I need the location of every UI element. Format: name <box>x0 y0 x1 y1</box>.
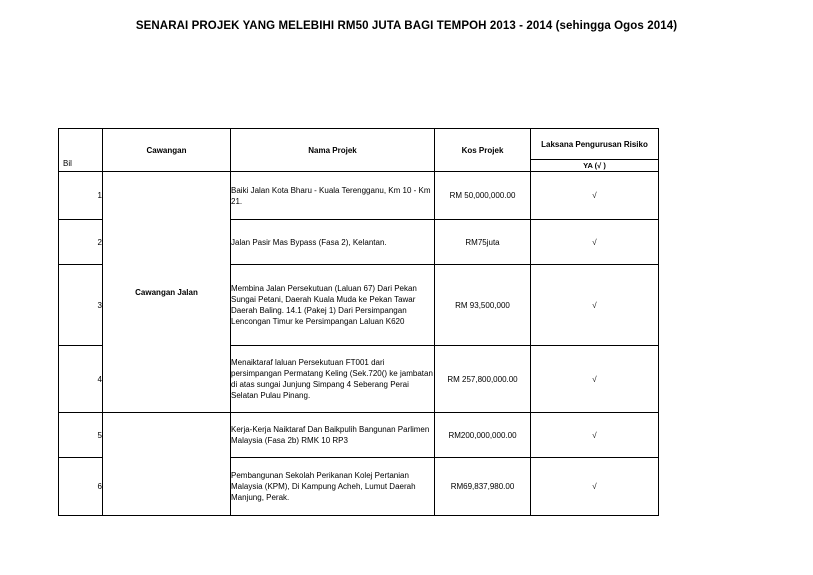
row-bil: 2 <box>59 220 103 265</box>
header-nama-projek: Nama Projek <box>231 129 435 172</box>
row-risk-check: √ <box>531 346 659 413</box>
row-risk-check: √ <box>531 172 659 220</box>
row-project-cost: RM 50,000,000.00 <box>435 172 531 220</box>
row-risk-check: √ <box>531 413 659 458</box>
branch-cell-empty <box>103 413 231 516</box>
row-risk-check: √ <box>531 458 659 516</box>
row-project-cost: RM200,000,000.00 <box>435 413 531 458</box>
table-row <box>59 413 659 458</box>
row-bil: 5 <box>59 413 103 458</box>
row-project-cost: RM 257,800,000.00 <box>435 346 531 413</box>
row-risk-check: √ <box>531 220 659 265</box>
header-cawangan: Cawangan <box>103 129 231 172</box>
header-ya-tick: YA (√ ) <box>531 160 659 172</box>
projects-table <box>58 128 659 516</box>
row-project-name: Menaiktaraf laluan Persekutuan FT001 dari persimpangan Permatang Keling (Sek.720() ke jambatan di atas sungai Junjung Simpang 4 Seberang Perai Selatan Pulau Pinang. <box>231 346 435 413</box>
row-bil: 6 <box>59 458 103 516</box>
header-kos-projek: Kos Projek <box>435 129 531 172</box>
row-risk-check: √ <box>531 265 659 346</box>
table-header-row <box>59 129 659 160</box>
row-project-name: Membina Jalan Persekutuan (Laluan 67) Dari Pekan Sungai Petani, Daerah Kuala Muda ke Pekan Tawar Daerah Baling. 14.1 (Pakej 1) Dari Persimpangan Lencongan Timur ke Persimpangan Laluan K620 <box>231 265 435 346</box>
row-bil: 4 <box>59 346 103 413</box>
table-row <box>59 172 659 220</box>
document-title: SENARAI PROJEK YANG MELEBIHI RM50 JUTA BAGI TEMPOH 2013 - 2014 (sehingga Ogos 2014) <box>135 20 678 32</box>
header-bil: Bil <box>59 129 103 172</box>
header-pengurusan-risiko: Laksana Pengurusan Risiko <box>531 129 659 160</box>
row-project-name: Pembangunan Sekolah Perikanan Kolej Pertanian Malaysia (KPM), Di Kampung Acheh, Lumut Daerah Manjung, Perak. <box>231 458 435 516</box>
row-project-name: Kerja-Kerja Naiktaraf Dan Baikpulih Bangunan Parlimen Malaysia (Fasa 2b) RMK 10 RP3 <box>231 413 435 458</box>
row-project-cost: RM 93,500,000 <box>435 265 531 346</box>
row-bil: 3 <box>59 265 103 346</box>
row-project-name: Baiki Jalan Kota Bharu - Kuala Terengganu, Km 10 - Km 21. <box>231 172 435 220</box>
row-bil: 1 <box>59 172 103 220</box>
row-project-cost: RM69,837,980.00 <box>435 458 531 516</box>
row-project-cost: RM75juta <box>435 220 531 265</box>
row-project-name: Jalan Pasir Mas Bypass (Fasa 2), Kelantan. <box>231 220 435 265</box>
branch-cell-cawangan-jalan: Cawangan Jalan <box>103 172 231 413</box>
